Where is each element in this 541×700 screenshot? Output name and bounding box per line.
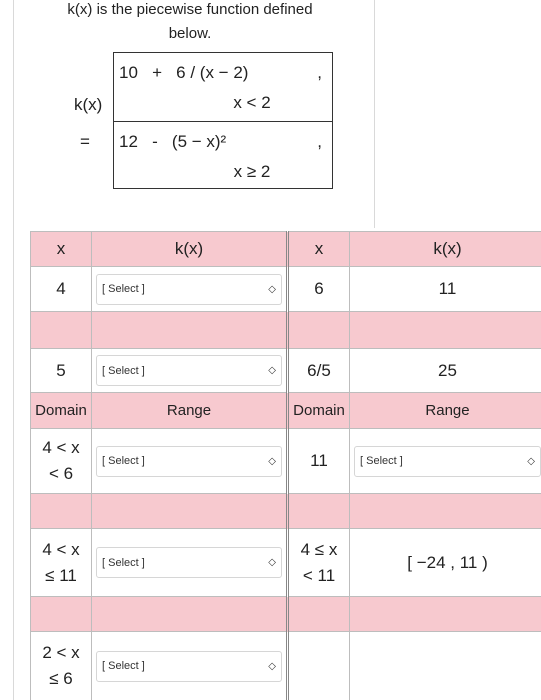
- up-down-chevron-icon: ◇: [268, 365, 276, 376]
- up-down-chevron-icon: ◇: [268, 283, 276, 295]
- definition-lhs: k(x): [74, 95, 103, 114]
- row4-select-cell: [92, 529, 288, 597]
- header-row-values: [31, 232, 541, 267]
- up-down-chevron-icon: ◇: [268, 455, 276, 467]
- piece-1: [114, 53, 332, 121]
- header-domain-left: Domain: [31, 393, 92, 429]
- row3-select-cell: [92, 429, 288, 494]
- row3-select-cell-right: [350, 429, 541, 494]
- row2-kx-right: 25: [350, 349, 541, 393]
- piece-2: [114, 121, 332, 189]
- table-row: [31, 267, 541, 312]
- row1-x-right: 6: [288, 267, 350, 312]
- table-row: [31, 529, 541, 597]
- definition-equals: =: [80, 132, 90, 151]
- row3-range-select-right[interactable]: [ Select ] ◇: [354, 446, 541, 477]
- piece-2-comma: ,: [317, 132, 322, 151]
- piece-1-condition: [114, 93, 332, 113]
- left-frame-border: [13, 0, 14, 700]
- row2-x: 5: [31, 349, 92, 393]
- piece-2-expression: 12 - (5 − x)²: [119, 132, 227, 151]
- definition-pieces: [113, 52, 333, 189]
- row2-select-cell: [92, 349, 288, 393]
- row1-x: 4: [31, 267, 92, 312]
- header-x-right: x: [288, 232, 350, 267]
- row5-empty-right: [288, 632, 350, 700]
- row5-range-select[interactable]: [ Select ] ◇: [96, 651, 282, 682]
- row5-empty-range: [350, 632, 541, 700]
- piece-1-expression: 10 + 6 / (x − 2): [119, 63, 249, 82]
- header-domain-right: Domain: [288, 393, 350, 429]
- row4-range-select[interactable]: [ Select ] ◇: [96, 547, 282, 578]
- table-row: [31, 632, 541, 700]
- right-frame-border: [374, 0, 375, 228]
- row1-kx-right: 11: [350, 267, 541, 312]
- row5-domain: 2 < x ≤ 6: [31, 632, 92, 700]
- row5-select-cell: [92, 632, 288, 700]
- row3-range-select[interactable]: [ Select ] ◇: [96, 446, 282, 477]
- up-down-chevron-icon: ◇: [268, 660, 276, 672]
- row2-kx-select[interactable]: [ Select ] ◇: [96, 355, 282, 386]
- row4-domain: 4 < x ≤ 11: [31, 529, 92, 597]
- heading-line-1: k(x) is the piecewise function defined: [67, 1, 313, 18]
- function-definition: [60, 52, 334, 189]
- header-range-right: Range: [350, 393, 541, 429]
- header-range-left: Range: [92, 393, 288, 429]
- table-row: [31, 429, 541, 494]
- spacer-row: [31, 312, 541, 349]
- up-down-chevron-icon: ◇: [527, 455, 535, 467]
- row4-domain-right: 4 ≤ x < 11: [288, 529, 350, 597]
- heading-line-2: below.: [168, 25, 212, 42]
- answer-table: [30, 231, 541, 700]
- row1-kx-select[interactable]: [ Select ] ◇: [96, 274, 282, 305]
- row3-domain: 4 < x < 6: [31, 429, 92, 494]
- row1-select-cell: [92, 267, 288, 312]
- piece-1-comma: ,: [317, 63, 322, 82]
- up-down-chevron-icon: ◇: [268, 557, 276, 568]
- header-x-left: x: [31, 232, 92, 267]
- piece-2-condition: [114, 162, 332, 182]
- piece-2-condition-text: x ≥ 2: [233, 162, 271, 181]
- row2-x-right: 6/5: [288, 349, 350, 393]
- row4-range-right: [ −24 , 11 ): [350, 529, 541, 597]
- header-row-domain-range: [31, 393, 541, 429]
- header-kx-left: k(x): [92, 232, 288, 267]
- piece-1-condition-text: x < 2: [233, 93, 271, 112]
- spacer-row: [31, 597, 541, 632]
- table-row: [31, 349, 541, 393]
- header-kx-right: k(x): [350, 232, 541, 267]
- row3-domain-right: 11: [288, 429, 350, 494]
- spacer-row: [31, 494, 541, 529]
